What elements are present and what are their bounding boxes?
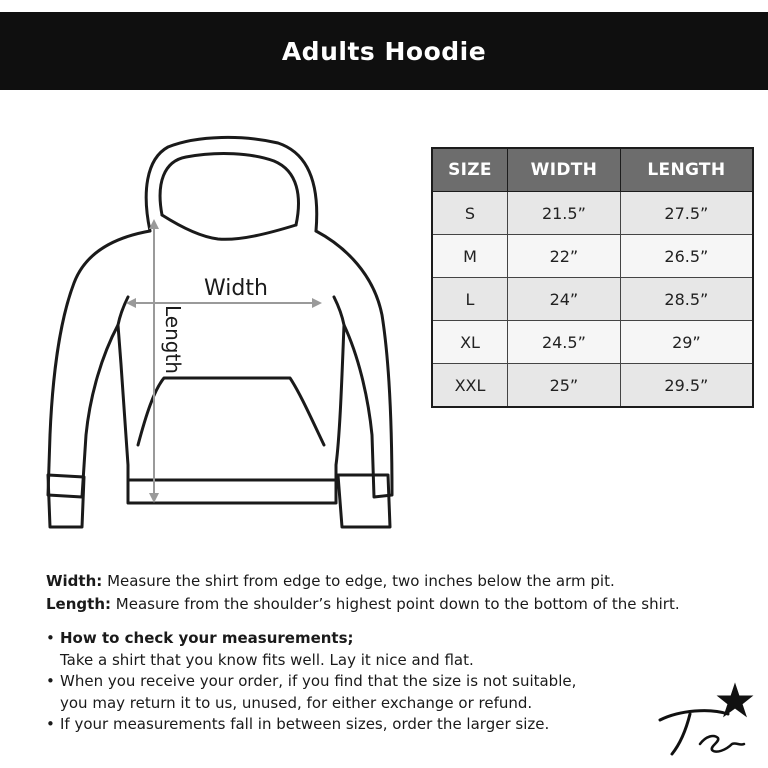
left-armpit [118,297,128,325]
size-chart-table [431,147,754,408]
measurement-tips [46,628,666,736]
width-label: Width [204,276,268,301]
tip-between-sizes-text: • If your measurements fall in between sizes, order the larger size. [60,715,550,733]
hood-fold [162,215,296,239]
length-arrow-top-head [149,219,159,229]
tstars-logo [650,680,760,760]
table-row [432,192,753,235]
length-cell: 29” [620,321,753,364]
hood-outline [146,137,317,231]
tip-returns-line1: • When you receive your order, if you find that the size is not suitable, [60,672,577,690]
width-cell: 21.5” [508,192,621,235]
width-definition-text: Measure the shirt from edge to edge, two inches below the arm pit. [107,572,615,590]
tip-returns [46,671,666,714]
body-outline [48,231,392,503]
width-cell: 22” [508,235,621,278]
length-term: Length: [46,595,111,613]
col-header-width: WIDTH [508,148,621,192]
right-cuff [338,475,390,527]
length-definition-text: Measure from the shoulder’s highest point down to the bottom of the shirt. [115,595,680,613]
size-cell: S [432,192,508,235]
page-title: Adults Hoodie [281,36,487,66]
kangaroo-pocket [138,378,324,445]
length-definition [46,593,766,616]
title-banner [0,12,768,90]
hood-inner [160,154,298,225]
length-cell: 26.5” [620,235,753,278]
table-header-row [432,148,753,192]
size-cell: L [432,278,508,321]
left-cuff [48,475,84,527]
tip-heading: • How to check your measurements; [60,629,354,647]
tip-returns-line2: you may return it to us, unused, for either exchange or refund. [60,693,533,712]
size-cell: XL [432,321,508,364]
col-header-size: SIZE [432,148,508,192]
size-cell: XXL [432,364,508,408]
table-row [432,235,753,278]
measurement-definitions [46,570,766,616]
width-term: Width: [46,572,103,590]
table-row [432,278,753,321]
length-label: Length [161,305,185,374]
size-cell: M [432,235,508,278]
width-cell: 24.5” [508,321,621,364]
hoodie-diagram [46,135,394,535]
table-row [432,364,753,408]
tip-between-sizes [46,714,666,736]
width-cell: 25” [508,364,621,408]
length-cell: 28.5” [620,278,753,321]
width-definition [46,570,766,593]
length-cell: 29.5” [620,364,753,408]
table-row [432,321,753,364]
tip-check-measurements [46,628,666,671]
col-header-length: LENGTH [620,148,753,192]
width-cell: 24” [508,278,621,321]
tip-check-text: Take a shirt that you know fits well. Lay it nice and flat. [60,650,474,669]
right-armpit [334,297,344,325]
length-cell: 27.5” [620,192,753,235]
width-arrow-right-head [312,298,322,308]
